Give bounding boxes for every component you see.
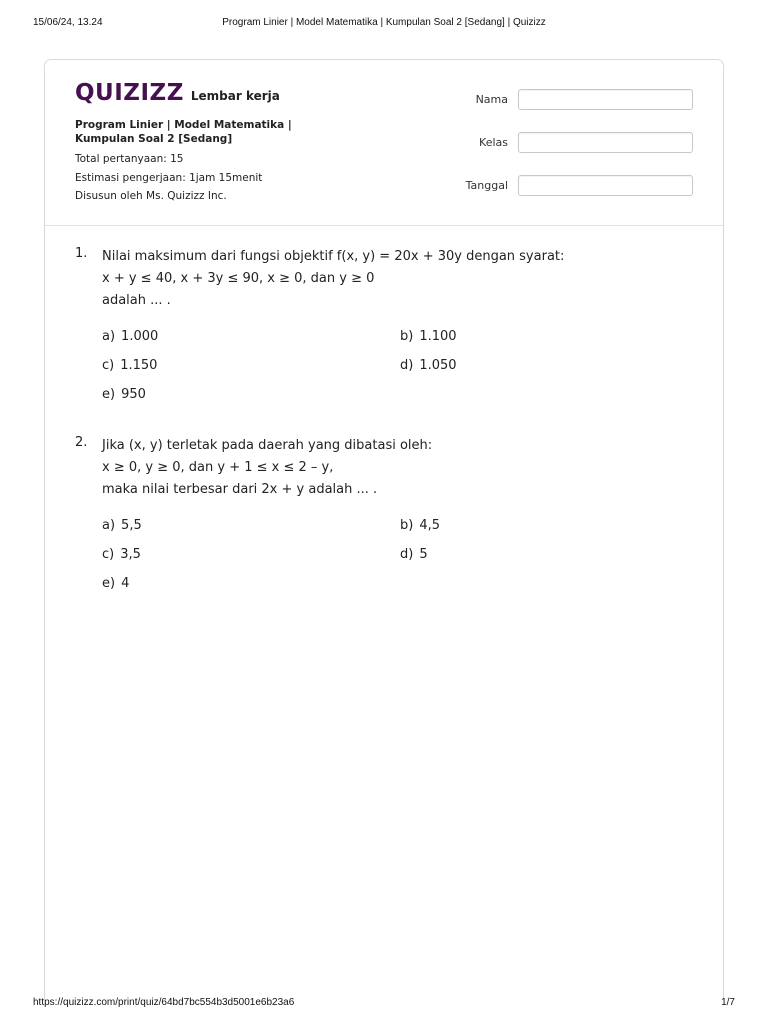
option-letter: c) xyxy=(102,358,115,373)
author: Disusun oleh Ms. Quizizz Inc. xyxy=(75,190,227,202)
option-c xyxy=(102,355,400,376)
worksheet-label: Lembar kerja xyxy=(190,89,280,103)
option-letter: a) xyxy=(102,518,116,533)
print-url: https://quizizz.com/print/quiz/64bd7bc554b3d5001e6b23a6 xyxy=(33,997,295,1008)
quiz-meta xyxy=(75,118,305,206)
option-text: 4 xyxy=(121,576,130,591)
answer-options xyxy=(102,515,695,594)
kelas-input[interactable] xyxy=(518,132,693,153)
option-text: 5 xyxy=(419,547,428,562)
field-row-kelas xyxy=(466,131,693,153)
option-letter: e) xyxy=(102,576,116,591)
option-d xyxy=(400,355,698,376)
question-text xyxy=(102,435,695,501)
student-fields xyxy=(466,88,693,217)
quiz-title-line-2: Kumpulan Soal 2 [Sedang] xyxy=(75,133,233,145)
answer-options xyxy=(102,326,695,405)
logo-row xyxy=(75,80,280,106)
option-text: 5,5 xyxy=(121,518,142,533)
question-line: x ≥ 0, y ≥ 0, dan y + 1 ≤ x ≤ 2 – y, xyxy=(102,460,334,475)
question-line: adalah ... . xyxy=(102,293,171,308)
question-line: Nilai maksimum dari fungsi objektif f(x, y) = 20x + 30y dengan syarat: xyxy=(102,249,565,264)
question-line: maka nilai terbesar dari 2x + y adalah ... . xyxy=(102,482,378,497)
option-letter: d) xyxy=(400,547,414,562)
option-letter: b) xyxy=(400,518,414,533)
kelas-label: Kelas xyxy=(479,135,508,149)
nama-input[interactable] xyxy=(518,89,693,110)
option-text: 950 xyxy=(121,387,146,402)
option-text: 1.050 xyxy=(419,358,457,373)
quizizz-logo: QUIZIZZ xyxy=(75,80,184,106)
option-letter: a) xyxy=(102,329,116,344)
option-letter: e) xyxy=(102,387,116,402)
option-e xyxy=(102,573,400,594)
question-2 xyxy=(75,435,695,594)
option-b xyxy=(400,515,698,536)
quiz-title xyxy=(75,118,305,146)
option-a xyxy=(102,515,400,536)
tanggal-input[interactable] xyxy=(518,175,693,196)
option-e xyxy=(102,384,400,405)
question-line: Jika (x, y) terletak pada daerah yang dibatasi oleh: xyxy=(102,438,433,453)
option-d xyxy=(400,544,698,565)
tanggal-label: Tanggal xyxy=(465,178,508,192)
question-text xyxy=(102,246,695,312)
page-number: 1/7 xyxy=(721,997,735,1008)
total-questions: Total pertanyaan: 15 xyxy=(75,153,184,165)
option-c xyxy=(102,544,400,565)
option-text: 1.100 xyxy=(419,329,457,344)
field-row-tanggal xyxy=(466,174,693,196)
option-text: 1.000 xyxy=(121,329,159,344)
question-number: 1. xyxy=(75,246,88,261)
estimated-time: Estimasi pengerjaan: 1jam 15menit xyxy=(75,171,263,184)
field-row-nama xyxy=(466,88,693,110)
option-a xyxy=(102,326,400,347)
option-text: 4,5 xyxy=(419,518,441,533)
worksheet-header xyxy=(45,60,723,226)
quiz-title-line-1: Program Linier | Model Matematika | xyxy=(75,119,292,131)
worksheet xyxy=(44,59,724,999)
print-date: 15/06/24, 13.24 xyxy=(33,17,103,28)
question-line: x + y ≤ 40, x + 3y ≤ 90, x ≥ 0, dan y ≥ 0 xyxy=(102,271,375,286)
question-number: 2. xyxy=(75,435,88,450)
print-title: Program Linier | Model Matematika | Kumpulan Soal 2 [Sedang] | Quizizz xyxy=(222,17,546,28)
question-1 xyxy=(75,246,695,405)
option-letter: d) xyxy=(400,358,414,373)
nama-label: Nama xyxy=(475,92,508,106)
option-b xyxy=(400,326,698,347)
option-text: 1.150 xyxy=(120,358,158,373)
option-letter: c) xyxy=(102,547,115,562)
option-text: 3,5 xyxy=(120,547,141,562)
option-letter: b) xyxy=(400,329,414,344)
